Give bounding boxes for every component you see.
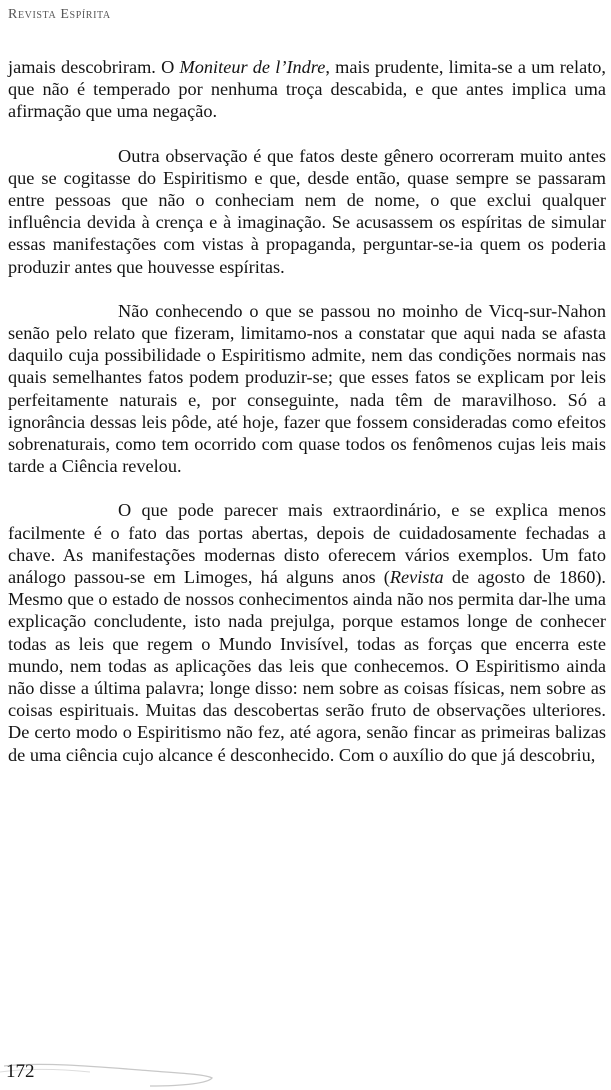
text-run: Não conhecendo o que se passou no moinho de Vicq-sur-Nahon senão pelo relato que fizeram, limitamo-nos a constatar que aqui nada se afasta daquilo cuja possibilidade o Espiritismo admite, nem das condições normais nas quais semelhantes fatos podem produzir-se; que esses fatos se explicam por leis perfeitamente naturais e, por conseguinte, nada têm de maravilhoso. Só a ignorância dessas leis pôde, até hoje, fazer que fossem consideradas como efeitos sobrenaturais, como tem ocorrido com quase todos os fenômenos cujas leis mais tarde a Ciência revelou. bbox=[8, 300, 606, 477]
text-run: Outra observação é que fatos deste gênero ocorreram muito antes que se cogitasse do Espiritismo e que, desde então, quase sempre se passaram entre pessoas que não o conheciam nem de nome, o que exclui qualquer influência devida à crença e à imaginação. Se acusassem os espíritas de simular essas manifestações com vistas à propaganda, perguntar-se-ia quem os poderia produzir antes que houvesse espíritas. bbox=[8, 145, 606, 277]
paragraph bbox=[8, 499, 606, 765]
running-head: Revista Espírita bbox=[8, 7, 111, 22]
italic-text: Revista bbox=[389, 567, 444, 588]
paragraph bbox=[8, 56, 606, 123]
body-text bbox=[8, 56, 606, 766]
text-run: , mais prudente, limita-se a um relato, que não é temperado por nenhuma troça descabida, e que antes implica uma afirmação que uma negação. bbox=[8, 57, 606, 122]
footer-swoosh bbox=[0, 1060, 230, 1090]
italic-text: Moniteur de l’Indre bbox=[179, 57, 326, 77]
page-number: 172 bbox=[6, 1061, 35, 1082]
text-run: O que pode parecer mais extraordinário, e se explica menos facilmente é o fato das portas abertas, depois de cuidadosamente fechadas a chave. As manifestações modernas disto oferecem vários exemplos. Um fato análogo passou-se em Limoges, há alguns anos ( bbox=[8, 500, 606, 588]
text-run: jamais descobriram. O bbox=[8, 57, 180, 77]
paragraph bbox=[8, 300, 606, 478]
text-run: de agosto de 1860). Mesmo que o estado de nossos conhecimentos ainda não nos permita dar-lhe uma explicação concludente, isto nada prejulga, porque estamos longe de conhecer todas as leis que regem o Mundo Invisível, todas as forças que encerra este mundo, nem todas as aplicações das leis que conhecemos. O Espiritismo ainda não disse a última palavra; longe disso: nem sobre as coisas físicas, nem sobre as coisas espirituais. Muitas das descobertas serão fruto de observações ulteriores. De certo modo o Espiritismo não fez, até agora, senão fincar as primeiras balizas de uma ciência cujo alcance é desconhecido. Com o auxílio do que já descobriu, bbox=[8, 567, 607, 765]
paragraph bbox=[8, 145, 606, 278]
